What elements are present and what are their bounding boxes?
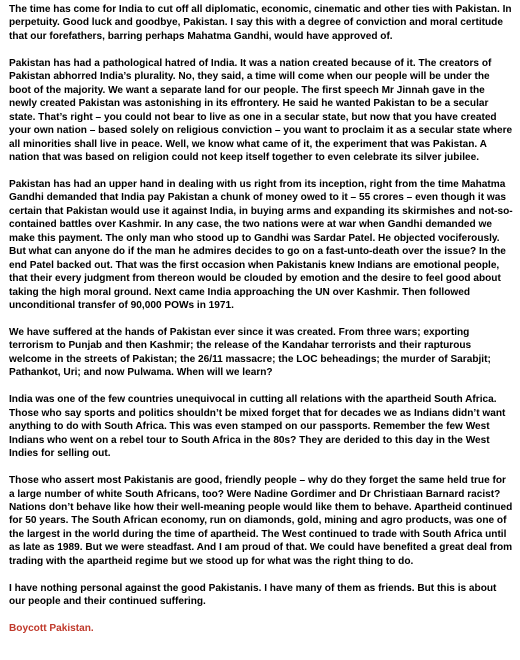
document-body xyxy=(9,3,513,636)
paragraph-4: We have suffered at the hands of Pakistan ever since it was created. From three wars; exporting terrorism to Punjab and then Kashmir; the release of the Kandahar terrorists and their rapturous welcome in the streets of Pakistan; the 26/11 massacre; the LOC beheadings; the murder of Sarabjit; Pathankot, Uri; and now Pulwama. When will we learn? xyxy=(9,327,491,379)
paragraph-5: India was one of the few countries unequivocal in cutting all relations with the apartheid South Africa. Those who say sports and politics shouldn’t be mixed forget that for decades we as Indians didn’t want anything to do with South Africa. This was even stamped on our passports. Remember the few West Indians who went on a rebel tour to South Africa in the 80s? They are derided to this day in the West Indies for selling out. xyxy=(9,394,506,460)
paragraph-3: Pakistan has had an upper hand in dealing with us right from its inception, right from the time Mahatma Gandhi demanded that India pay Pakistan a chunk of money owed to it – 55 crores – even though it was certain that Pakistan would use it against India, in buying arms and expanding its skirmishes and not-so-contained battles over Kashmir. In any case, the two nations were at war when Gandhi demanded we make this payment. The only man who stood up to Gandhi was Sardar Patel. He objected vociferously. But what can anyone do if the man he admires decides to go on a fast-unto-death over the issue? In the end Patel backed out. That was the first occasion when Pakistanis knew Indians are emotional people, that their every judgment from thereon would be clouded by emotion and the desire to feel good about taking the high moral ground. Next came India approaching the UN over Kashmir. Then followed unconditional transfer of 90,000 POWs in 1971. xyxy=(9,178,513,312)
closing-line: Boycott Pakistan. xyxy=(9,623,94,635)
paragraph-7: I have nothing personal against the good Pakistanis. I have many of them as friends. But this is about our people and their continued suffering. xyxy=(9,582,497,608)
paragraph-1: The time has come for India to cut off all diplomatic, economic, cinematic and other ties with Pakistan. In perpetuity. Good luck and goodbye, Pakistan. I say this with a degree of conviction and moral certitude that our forefathers, barring perhaps Mahatma Gandhi, would have approved of. xyxy=(9,4,512,42)
paragraph-2: Pakistan has had a pathological hatred of India. It was a nation created because of it. The creators of Pakistan abhorred India’s plurality. No, they said, a time will come when our people will be under the boot of the majority. We want a separate land for our people. The first speech Mr Jinnah gave in the newly created Pakistan was astonishing in its effrontery. He said he wanted Pakistan to be a secular state. That’s right – you could not bear to live as one in a secular state, but now that you have created your own nation – based solely on religious conviction – you want to proclaim it as a secular state where all minorities shall live in peace. Well, we know what came of it, the experiment that was Pakistan. A nation that was based on religion could not keep itself together to even celebrate its silver jubilee. xyxy=(9,57,513,164)
paragraph-6: Those who assert most Pakistanis are good, friendly people – why do they forget the same held true for a large number of white South Africans, too? Were Nadine Gordimer and Dr Christiaan Barnard racist? Nations don’t behave like how their well-meaning people would like them to behave. Apartheid continued for 50 years. The South African economy, run on diamonds, gold, mining and agro products, was one of the largest in the world during the time of apartheid. The West continued to trade with South Africa until as late as 1989. But we were steadfast. And I am proud of that. We could have benefited a great deal from trading with the apartheid regime but we stood up for what was the right thing to do. xyxy=(9,475,513,567)
